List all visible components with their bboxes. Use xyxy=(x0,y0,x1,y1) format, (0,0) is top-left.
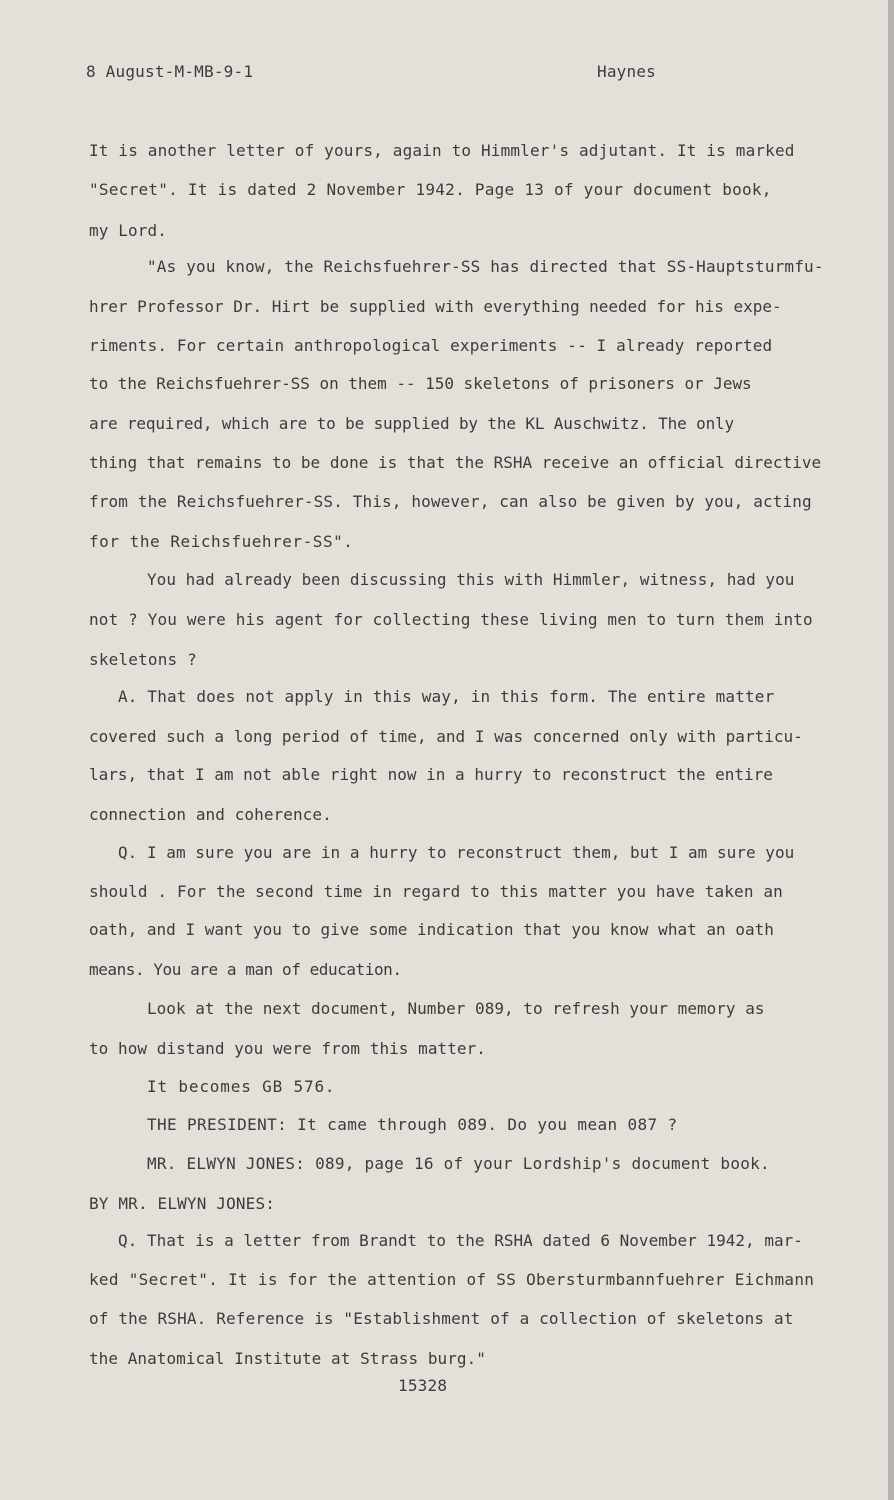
text-line: BY MR. ELWYN JONES: xyxy=(89,1194,276,1213)
text-line: hrer Professor Dr. Hirt be supplied with everything needed for his expe- xyxy=(89,297,782,316)
text-line: MR. ELWYN JONES: 089, page 16 of your Lordship's document book. xyxy=(147,1154,770,1173)
text-line: covered such a long period of time, and I was concerned only with particu- xyxy=(89,727,803,746)
text-line: lars, that I am not able right now in a hurry to reconstruct the entire xyxy=(89,765,773,784)
text-line: It is another letter of yours, again to Himmler's adjutant. It is marked xyxy=(89,141,795,160)
text-line: connection and coherence. xyxy=(89,805,332,824)
text-line: not ? You were his agent for collecting these living men to turn them into xyxy=(89,610,813,629)
text-line: are required, which are to be supplied by the KL Auschwitz. The only xyxy=(89,414,735,433)
text-line: "As you know, the Reichsfuehrer-SS has directed that SS-Hauptsturmfu- xyxy=(147,257,824,276)
text-line: to how distand you were from this matter. xyxy=(89,1039,486,1058)
text-line: the Anatomical Institute at Strass burg." xyxy=(89,1349,486,1368)
text-line: from the Reichsfuehrer-SS. This, however, can also be given by you, acting xyxy=(89,492,812,511)
header-reference: 8 August-M-MB-9-1 xyxy=(86,62,254,81)
text-line: ked "Secret". It is for the attention of SS Obersturmbannfuehrer Eichmann xyxy=(89,1270,815,1289)
text-line: Q. I am sure you are in a hurry to reconstruct them, but I am sure you xyxy=(118,843,795,862)
text-line: should . For the second time in regard to this matter you have taken an xyxy=(89,882,783,901)
text-line: You had already been discussing this with Himmler, witness, had you xyxy=(147,570,795,589)
header-name: Haynes xyxy=(597,62,656,81)
text-line: It becomes GB 576. xyxy=(147,1077,336,1096)
text-line: my Lord. xyxy=(89,221,168,240)
text-line: for the Reichsfuehrer-SS". xyxy=(89,532,354,551)
text-line: THE PRESIDENT: It came through 089. Do you mean 087 ? xyxy=(147,1115,678,1134)
text-line: oath, and I want you to give some indication that you know what an oath xyxy=(89,920,774,939)
text-line: A. That does not apply in this way, in this form. The entire matter xyxy=(118,687,775,706)
text-line: Look at the next document, Number 089, to refresh your memory as xyxy=(147,999,765,1018)
text-line: thing that remains to be done is that the RSHA receive an official directive xyxy=(89,453,822,472)
text-line: riments. For certain anthropological experiments -- I already reported xyxy=(89,336,773,355)
page-number: 15328 xyxy=(398,1376,448,1395)
text-line: skeletons ? xyxy=(89,650,197,669)
text-line: to the Reichsfuehrer-SS on them -- 150 skeletons of prisoners or Jews xyxy=(89,374,752,393)
text-line: means. You are a man of education. xyxy=(89,960,402,979)
text-line: of the RSHA. Reference is "Establishment of a collection of skeletons at xyxy=(89,1309,794,1328)
text-line: "Secret". It is dated 2 November 1942. Page 13 of your document book, xyxy=(89,180,772,199)
text-line: Q. That is a letter from Brandt to the RSHA dated 6 November 1942, mar- xyxy=(118,1231,803,1250)
